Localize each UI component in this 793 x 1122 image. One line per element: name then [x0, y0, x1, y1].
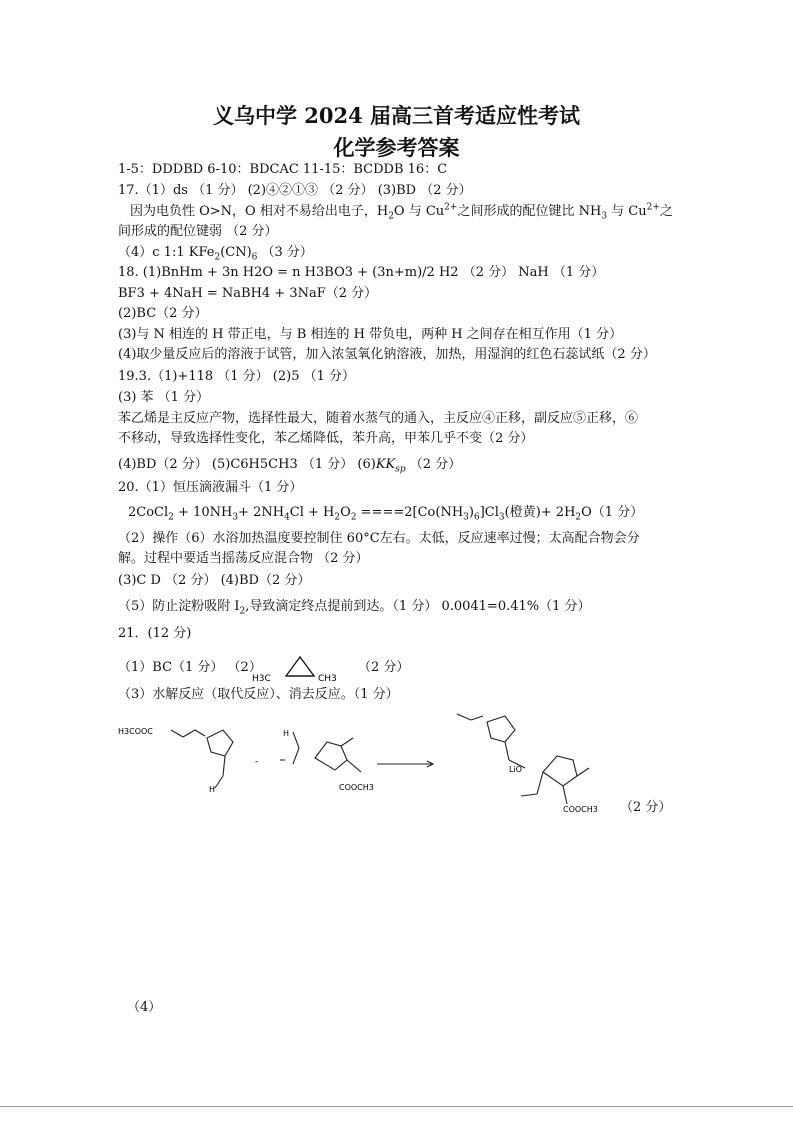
q19-line3: 苯乙烯是主反应产物，选择性最大，随着水蒸气的通入，主反应④正移，副反应⑤正移，⑥ — [118, 411, 639, 426]
q17-explain-line2: 间形成的配位键弱 （2 分） — [118, 224, 278, 239]
q20-line6: （5）防止淀粉吸附 $I_2$,导致滴定终点提前到达。（1 分） 0.0041=0.41%（1 分） — [118, 599, 591, 617]
product-lio-label: LiO — [509, 765, 522, 774]
q19-line1: 19.3.（1)+118 （1 分） (2)5 （1 分） — [118, 369, 356, 384]
product-ester-label: COOCH3 — [563, 805, 598, 814]
q18-line3: (2)BC（2 分） — [118, 306, 208, 321]
q18-line2: BF3 + 4NaH = NaBH4 + 3NaF（2 分） — [118, 286, 378, 301]
q20-line3: （2）操作（6）水浴加热温度要控制住 60°C左右。太低，反应速率过慢；太高配合物会分 — [118, 531, 640, 546]
q17-line1: 17.（1）ds （1 分） (2)④②①③ （2 分） (3)BD （2 分） — [118, 183, 472, 198]
sm-ester-label: H3COOC — [118, 727, 153, 736]
bottom-divider — [0, 1106, 793, 1107]
q19-line2: (3) 苯 （1 分） — [118, 390, 210, 405]
mc-answers: 1-5：DDDBD 6-10：BDCAC 11-15：BCDDB 16：C — [118, 162, 448, 177]
q21-part4: （4） — [127, 1000, 162, 1015]
q21-line2: （3）水解反应（取代反应）、消去反应。（1 分） — [118, 687, 399, 702]
reagent2-h-label: H — [283, 729, 290, 738]
q21-scheme-score: （2 分） — [620, 800, 672, 815]
cyclo-right-label: CH3 — [318, 674, 337, 684]
q18-line4: (3)与 N 相连的 H 带正电，与 B 相连的 H 带负电，两种 H 之间存在相互作用（1 分） — [118, 327, 623, 342]
q18-line5: (4)取少量反应后的溶液于试管，加入浓氢氧化钠溶液，加热，用湿润的红色石蕊试纸（2 分） — [118, 347, 656, 362]
page-subtitle: 化学参考答案 — [333, 135, 460, 160]
q21-header: 21．(12 分) — [118, 626, 192, 641]
q17-line4: （4）c 1:1 $KFe_2(CN)_6$ （3 分） — [118, 245, 313, 263]
q18-line1: 18. (1)BnHm + 3n H2O = n H3BO3 + (3n+m)/2 H2 （2 分） NaH （1 分） — [118, 265, 605, 280]
q21-line1: （1）BC（1 分） （2） — [118, 660, 262, 675]
dimethylcyclopropane-structure — [250, 650, 360, 686]
reaction-scheme — [115, 708, 675, 820]
q19-line5: (4)BD（2 分） (5)C6H5CH3 （1 分） $(6)KK_{sp}$ （2 分） — [118, 457, 462, 475]
q20-line5: (3)C D （2 分） (4)BD（2 分） — [118, 573, 311, 588]
q17-explain-line1: 因为电负性 O>N，O 相对不易给出电子，$H_2O$ 与 $Cu^{2+}$之间形成的配位键比 $NH_3$ 与 $Cu^{2+}$之 — [130, 202, 673, 222]
svg-text:-: - — [255, 757, 259, 767]
q20-line4: 解。过程中要适当摇荡反应混合物 （2 分） — [118, 551, 369, 566]
reagent2-ester-label: COOCH3 — [339, 783, 374, 792]
sm-ald-label: H — [209, 785, 216, 794]
q20-equation: 2CoCl$_2$ + $10NH_3+ 2NH_4Cl + H_2O_2 ====2[Co(NH_3)_6]Cl_3$(橙黄)+ $2H_2O(1$ 分） — [128, 505, 644, 523]
q20-line1: 20.（1）恒压滴液漏斗（1 分） — [118, 480, 303, 495]
q19-line4: 不移动，导致选择性变化，苯乙烯降低，苯升高，甲苯几乎不变（2 分） — [118, 431, 534, 446]
cyclo-left-label: H3C — [252, 674, 271, 684]
q21-line1-score: （2 分） — [358, 660, 410, 675]
page-title: 义乌中学 2024 届高三首考适应性考试 — [212, 103, 581, 128]
